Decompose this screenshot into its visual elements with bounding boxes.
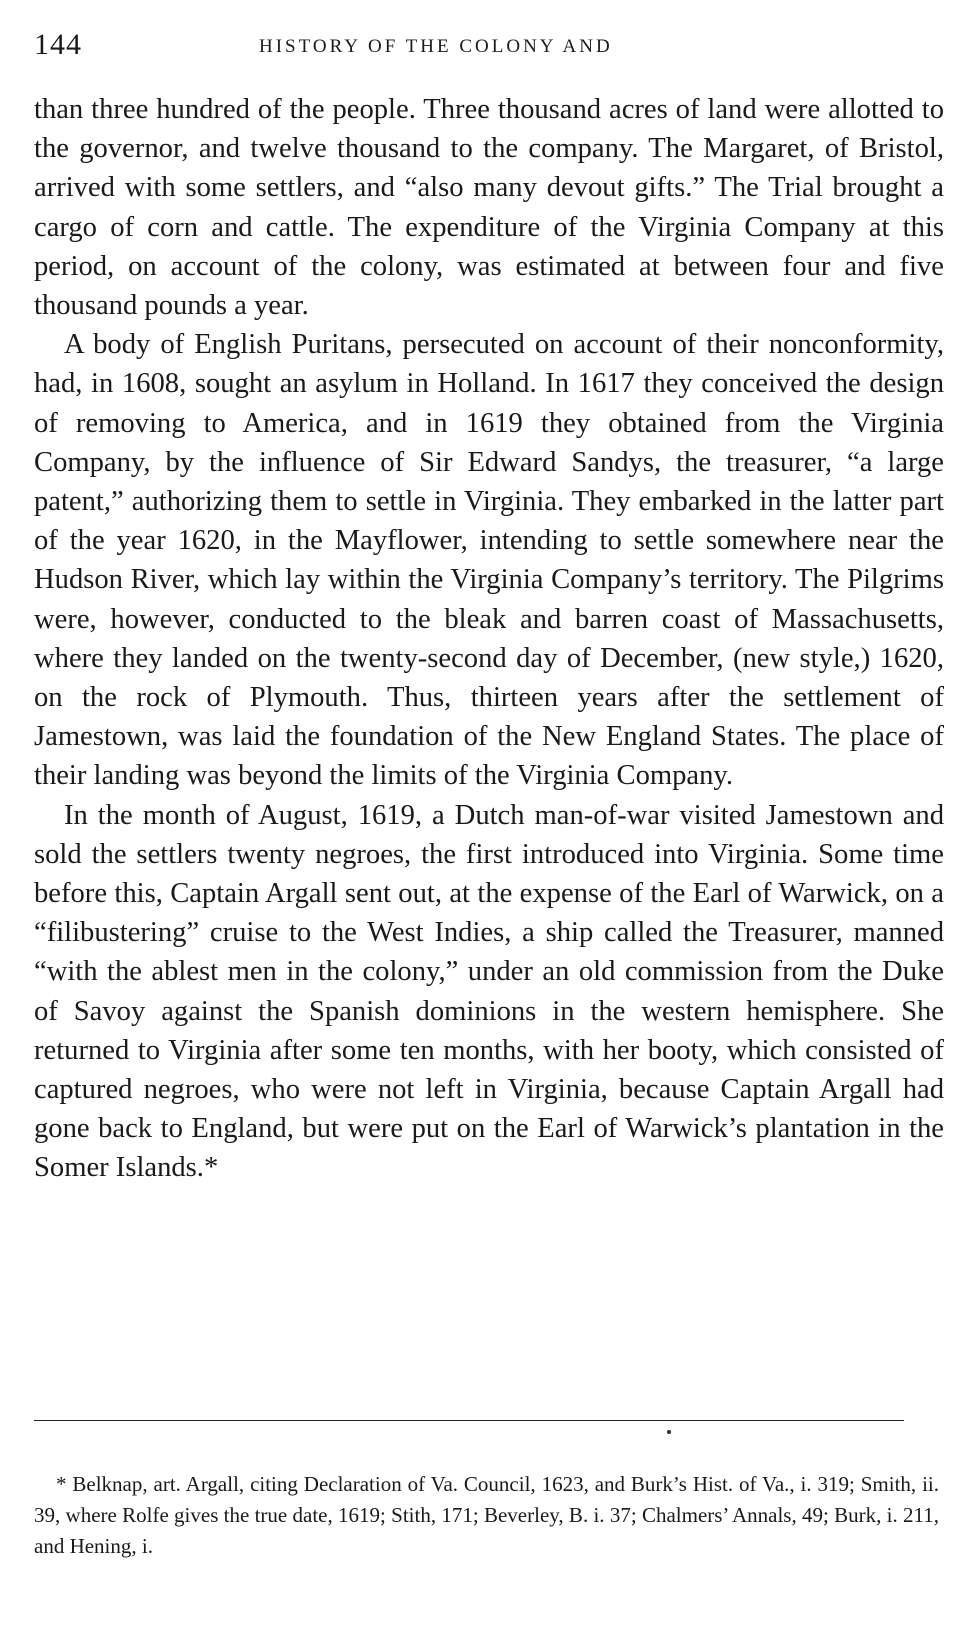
body-text xyxy=(34,90,944,1188)
footnote-rule xyxy=(34,1420,904,1421)
footnote: * Belknap, art. Argall, citing Declaration of Va. Council, 1623, and Burk’s Hist. of Va., i. 319; Smith, ii. 39, where Rolfe gives the true date, 1619; Stith, 171; Beverley, B. i. 37; Chalmers’ Annals, 49; Burk, i. 211, and Hening, i. xyxy=(34,1472,939,1558)
running-head xyxy=(34,28,934,68)
page-number: 144 xyxy=(34,28,82,61)
paragraph-continuation: than three hundred of the people. Three thousand acres of land were allotted to the governor, and twelve thousand to the company. The Margaret, of Bristol, arrived with some settlers, and “also many devout gifts.” The Trial brought a cargo of corn and cattle. The expenditure of the Virginia Company at this period, on account of the colony, was estimated at between four and five thousand pounds a year. xyxy=(34,94,944,322)
rule-mark xyxy=(667,1430,671,1434)
paragraph-dutch-man-of-war: In the month of August, 1619, a Dutch man-of-war visited Jamestown and sold the settlers twenty negroes, the first introduced into Virginia. Some time before this, Captain Argall sent out, at the expense of the Earl of Warwick, on a “filibustering” cruise to the West Indies, a ship called the Treasurer, manned “with the ablest men in the colony,” under an old commission from the Duke of Savoy against the Spanish dominions in the western hemisphere. She returned to Virginia after some ten months, with her booty, which consisted of captured negroes, who were not left in Virginia, because Captain Argall had gone back to England, but were put on the Earl of Warwick’s plantation in the Somer Islands.* xyxy=(34,799,944,1184)
paragraph-puritans: A body of English Puritans, persecuted on account of their nonconformity, had, in 1608, sought an asylum in Holland. In 1617 they conceived the design of removing to America, and in 1619 they obtained from the Virginia Company, by the influence of Sir Edward Sandys, the treasurer, “a large patent,” authorizing them to settle in Virginia. They embarked in the latter part of the year 1620, in the Mayflower, intending to settle somewhere near the Hudson River, which lay within the Virginia Company’s territory. The Pilgrims were, however, conducted to the bleak and barren coast of Massachusetts, where they landed on the twenty-second day of December, (new style,) 1620, on the rock of Plymouth. Thus, thirteen years after the settlement of Jamestown, was laid the foundation of the New England States. The place of their landing was beyond the limits of the Virginia Company. xyxy=(34,329,944,792)
running-title: HISTORY OF THE COLONY AND xyxy=(259,36,613,57)
